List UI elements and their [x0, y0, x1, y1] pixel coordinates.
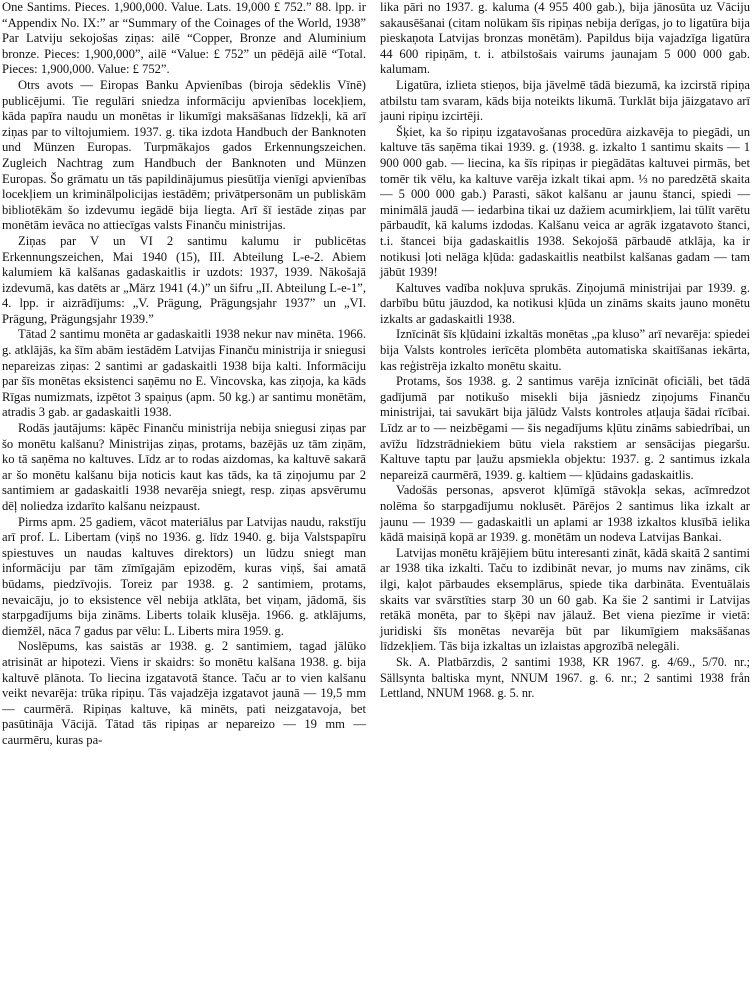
paragraph: Ligatūra, izlieta stieņos, bija jāvelmē tādā biezumā, ka izcirstā ripiņa atbilstu tam svaram, kāds bija noteikts likumā. Turklāt bija jāizgatavo arī jauni ripiņu izcirtēji. — [380, 77, 750, 124]
paragraph: Noslēpums, kas saistās ar 1938. g. 2 santimiem, tagad jālūko atrisināt ar hipotezi. Viens ir skaidrs: šo monētu kalšana 1938. g. bija kaltuvē plānota. To liecina izgatavotā štance. Taču ar to vien kalšanu veikt nevarēja: trūka ripiņu. Tās vajadzēja izgatavot jaunā — 19,5 mm — caurmērā. Ripiņas kaltuve, kā minēts, pati neizgatavoja, bet pasūtināja Vācijā. Tātad tās ripiņas ar nepareizo — 19 mm — caurmēru, kuras pa- — [2, 639, 366, 747]
paragraph: One Santims. Pieces. 1,900,000. Value. Lats. 19,000 £ 752.” 88. lpp. ir “Appendix No. IX:” ar “Summary of the Coinages of the World, 1938” Par Latviju sekojošas ziņas: ailē “Copper, Bronze and Aluminium bronze. Pieces: 1,900,000”, ailē “Value: £ 752” un pēdējā ailē “Total. Pieces: 1,900,000. Value: £ 752”. — [2, 0, 366, 77]
paragraph: Otrs avots — Eiropas Banku Apvienības (biroja sēdeklis Vīnē) publicējumi. Tie regulāri sniedza informāciju apvienības locekļiem, kāda papīra naudu un monētas ir likumīgi maksāšanas līdzekļi, kā arī ziņas par to viltojumiem. 1937. g. tika izdota Handbuch der Banknoten und Münzen Europas. Turpmākajos gados Erkennungszeichen. Zugleich Nachtrag zum Handbuch der Banknoten und Münzen Europas. Šo grāmatu un tās papildinājumus piesūtīja vienīgi apvienības locekļiem un kriminālpolicijas iestādēm; privātpersonām un publiskām bibliotēkām šo izdevumu iegādē bija liegta. Arī šī iestāde ziņas par monētām ievāca no attiecīgas valsts Finanču ministrijas. — [2, 77, 366, 233]
paragraph: Latvijas monētu krājējiem būtu interesanti zināt, kādā skaitā 2 santimi ar 1938 tika izkalti. Taču to izdibināt nevar, jo mums nav zināms, cik ilgi, kaļot pārbaudes eksemplārus, spiede tika darbināta. Eventuālais skaits var svārstīties starp 30 un 60 gab. Ka šie 2 santimi ir Latvijas retākā monēta, par to šķēpi nav jālauž. Bet viena piezīme ir vietā: juridiski šīs monētas nevarēja būt par likumīgiem maksāšanas līdzekļiem. Tās bija izkaltas un izlaistas apgrozībā nelegāli. — [380, 545, 750, 654]
paragraph: Ziņas par V un VI 2 santimu kalumu ir publicētas Erkennungszeichen, Mai 1940 (15), III. Abteilung L-e-2. Abiem kalumiem kā kalšanas gadaskaitlis ir uzdots: 1937, 1939. Nākošajā izdevumā, kas datēts ar „März 1941 (4.)” un šifru „II. Abteilung L-e-1”, 4. lpp. ir aizrādījums: „V. Prägung, Prägungsjahr 1937” un „VI. Prägung, Prägungsjahr 1939.” — [2, 233, 366, 326]
paragraph: Tātad 2 santimu monēta ar gadaskaitli 1938 nekur nav minēta. 1966. g. atklājās, ka šīm abām iestādēm Latvijas Finanču ministrija ir sniegusi nepareizas ziņas: 2 santimi ar gadaskaitli 1938 bija kalti. Informāciju par šīs monētas eksistenci saņēmu no E. Vincovska, kas ziņoja, ka kāds Rīgas numizmats, izpētot 3 spaiņus (apm. 50 kg.) ar santimu monētām, atradis 3 gab. ar gadaskaitli 1938. — [2, 327, 366, 420]
paragraph: Vadošās personas, apsverot kļūmīgā stāvokļa sekas, acīmredzot nolēma šo starpgadījumu noklusēt. Pārējos 2 santimus lika izkalt ar jaunu — 1939 — gadaskaitli un aplami ar 1938 izkaltos klusībā ielika kādā maisiņā kopā ar 1939. g. monētām un nodeva Latvijas Bankai. — [380, 483, 750, 545]
paragraph: Iznīcināt šīs kļūdaini izkaltās monētas „pa kluso” arī nevarēja: spiedei bija Valsts kontroles ierīcēta plombēta automatiska skaitīšanas iekārta, kas reģistrēja izkalto monētu skaitu. — [380, 327, 750, 373]
paragraph: Rodās jautājums: kāpēc Finanču ministrija nebija sniegusi ziņas par šo monētu kalšanu? Ministrijas ziņas, protams, bazējās uz tām ziņām, ko tā saņēma no kaltuves. Līdz ar to rodas aizdomas, ka kaltuvē sakarā ar šo monētu kalšanu bija noticis kaut kas tāds, ka tā ziņojumu par 2 santimiem ar gadaskaitli 1938 nevarēja sniegt, resp. ziņas apsvērumu dēļ noliedza izdarīto kalšanu neizpaust. — [2, 421, 366, 513]
right-column — [380, 0, 750, 702]
paragraph: Protams, šos 1938. g. 2 santimus varēja iznīcināt oficiāli, bet tādā gadījumā par notikušo misekli bija jāsniedz ziņojums Finanču ministrijai, tai savukārt bija jālūdz Valsts kontroles atļauja šādai rīcībai. Līdz ar to — neizbēgami — šis negadījums kļūtu zināms sabiedrībai, un avīžu līdzstrādniekiem būtu viela rakstiem ar sensācijas piegaršu. Kaltuve taptu par ļaužu apsmiekla objektu: 1937. g. 2 santimus izkala nepareizā caurmērā, 1939. g. kaltiem — kļūdains gadaskaitlis. — [380, 374, 750, 482]
paragraph: Šķiet, ka šo ripiņu izgatavošanas procedūra aizkavēja to piegādi, un kaltuve tās saņēma tikai 1939. g. (1938. g. izkalto 1 santimu skaits — 1 900 000 gab. — liecina, ka šīs ripiņas ir piegādātas kaltuvei pirmās, bet tomēr tik vēlu, ka kaltuve varēja izkalt tikai apm. ⅓ no paredzētā skaita — 5 000 000 gab.) Parasti, sākot kalšanu ar jaunu štanci, spiedi — minimālā jaudā — iedarbina tikai uz dažiem acumirkļiem, lai tūlīt varētu pārbaudīt, kā kalums izdodas. Kalšanu veica ar agrāk izgatavoto štanci, t.i. štancei bija gadaskaitlis 1938. Sekojošā pārbaudē atklāja, ka ir notikusi ļoti nelāga kļūda: gadaskaitlis neatbilst kalšanas gadam — tam jābūt 1939! — [380, 124, 750, 280]
citation-paragraph: Sk. A. Platbārzdis, 2 santimi 1938, KR 1967. g. 4/69., 5/70. nr.; Sällsynta baltiska mynt, NNUM 1967. g. 6. nr.; 2 santimi 1938 från Lettland, NNUM 1968. g. 5. nr. — [380, 654, 750, 701]
left-column — [2, 0, 366, 749]
paragraph: Kaltuves vadība nokļuva sprukās. Ziņojumā ministrijai par 1939. g. darbību būtu jāuzdod, ka notikusi kļūda un zināms skaits jauno monētu izkalts ar gadaskaitli 1938. — [380, 280, 750, 326]
paragraph: lika pāri no 1937. g. kaluma (4 955 400 gab.), bija jānosūta uz Vāciju sakausēšanai (citam nolūkam šīs ripiņas nebija derīgas, jo to ligatūra bija pieskaņota Latvijas bronzas monētām). Papildus bija vajadzīga ligatūra 44 600 ripiņām, t. i. atbilstošais vairums jaunajam 5 000 000 gab. kalumam. — [380, 0, 750, 77]
paragraph: Pirms apm. 25 gadiem, vācot materiālus par Latvijas naudu, rakstīju arī prof. L. Libertam (viņš no 1936. g. līdz 1940. g. bija Valstspapīru spiestuves un naudas kaltuves direktors) un lūdzu sniegt man informāciju par tām zīmīgajām epizodēm, kuras viņš, šai amatā būdams, piedzīvojis. Toreiz par 1938. g. 2 santimiem, protams, nevaicāju, jo to eksistence vēl nebija atklāta, bet viņam, jādomā, šis starpgadījums bija zināms. Liberts tolaik klusēja. 1966. g. atklājums, diemžēl, nāca 7 gadus par vēlu: L. Liberts mira 1959. g. — [2, 514, 366, 638]
